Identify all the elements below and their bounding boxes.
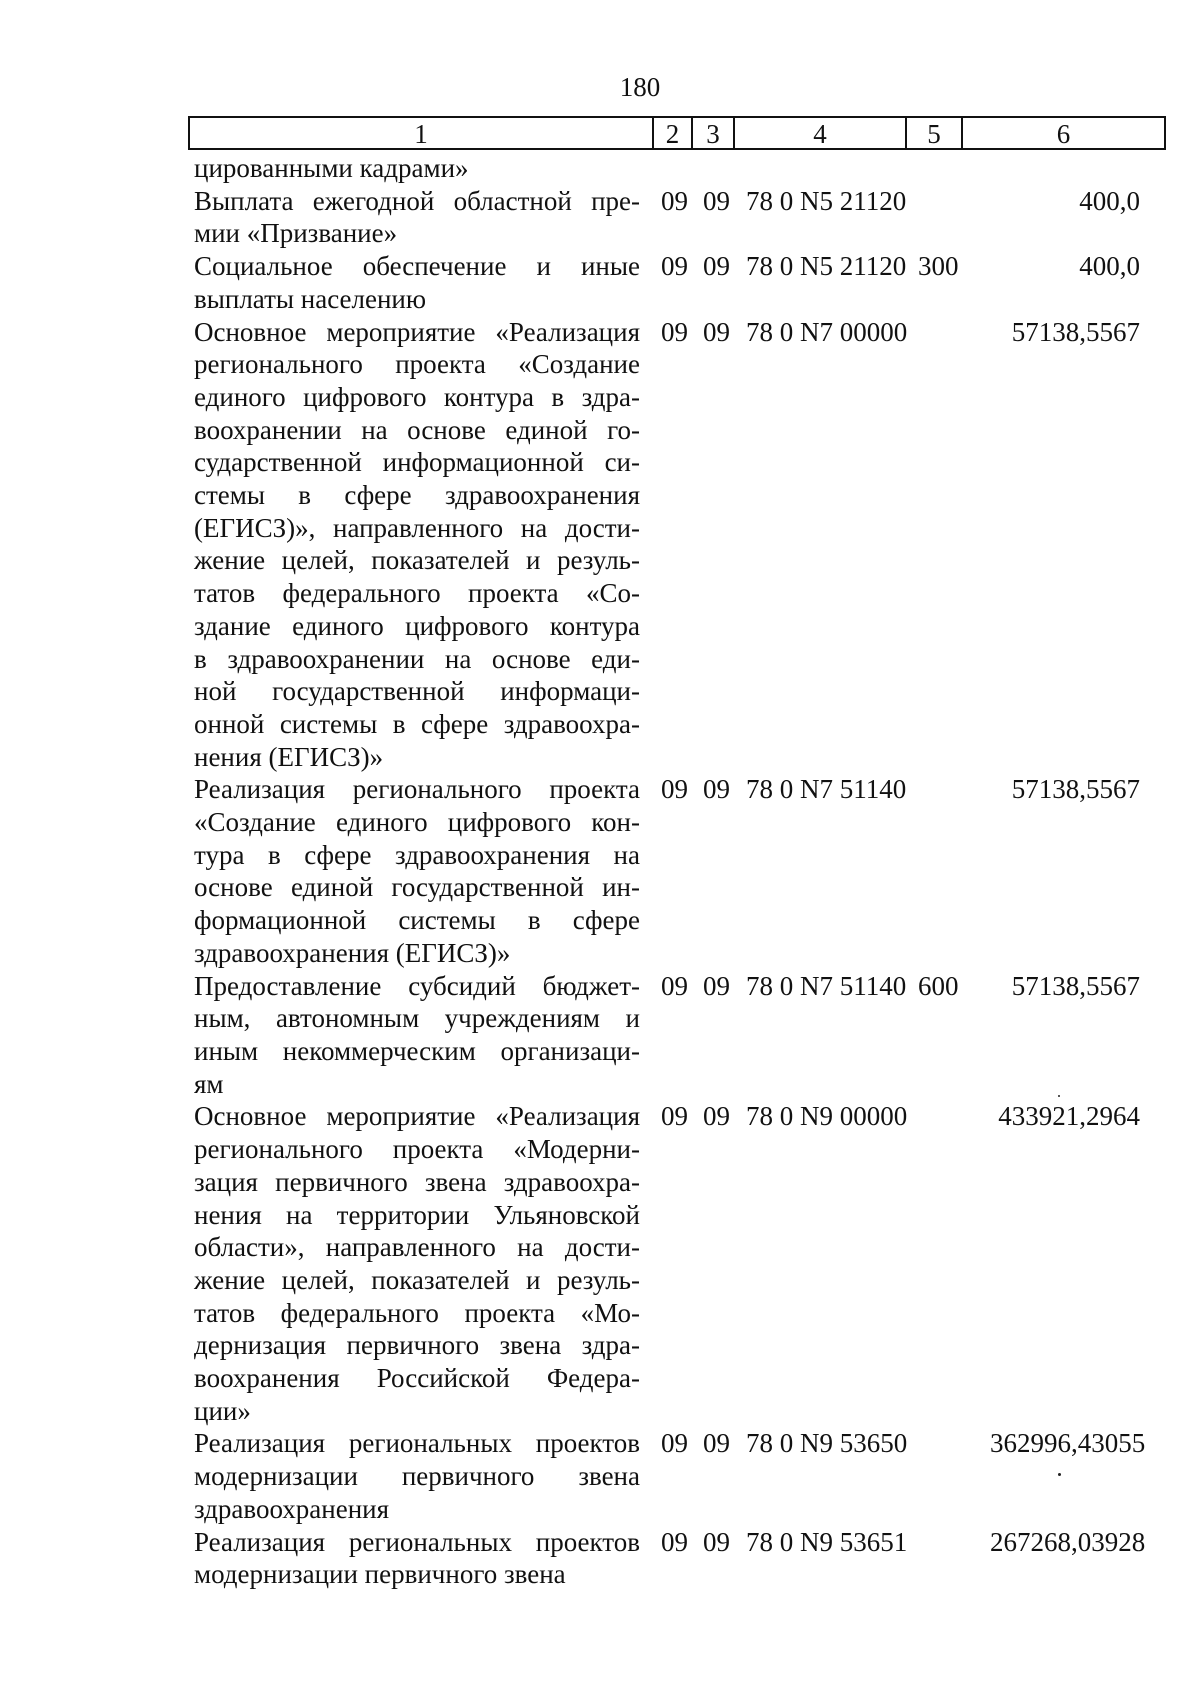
table-header bbox=[188, 116, 1166, 150]
row-subsection-code: 09 bbox=[703, 316, 730, 347]
description-line: регионального проекта «Создание bbox=[194, 349, 640, 380]
description-line: Реализация региональных проектов bbox=[194, 1428, 640, 1459]
row-description bbox=[194, 1526, 640, 1591]
row-subsection-code: 09 bbox=[703, 1428, 730, 1459]
row-subsection-code: 09 bbox=[703, 251, 730, 282]
description-line: иным некоммерческим организаци- bbox=[194, 1035, 640, 1066]
row-description bbox=[194, 970, 640, 1101]
table-row bbox=[0, 185, 1200, 250]
table-row bbox=[0, 250, 1200, 315]
row-target-code: 78 0 N9 00000 bbox=[746, 1101, 908, 1132]
row-description bbox=[194, 185, 640, 250]
description-line: онной системы в сфере здравоохра- bbox=[194, 708, 640, 739]
row-amount: 57138,5567 bbox=[1011, 316, 1140, 347]
description-line: жение целей, показателей и резуль- bbox=[194, 1264, 640, 1295]
table-body bbox=[0, 152, 1200, 1591]
row-description bbox=[194, 1427, 640, 1525]
row-amount: 400,0 bbox=[1079, 251, 1140, 282]
description-line: «Создание единого цифрового кон- bbox=[194, 807, 640, 838]
table-row bbox=[0, 1427, 1200, 1525]
description-line: цированными кадрами» bbox=[194, 153, 469, 183]
table-row bbox=[0, 970, 1200, 1101]
description-line: здравоохранения bbox=[194, 1493, 390, 1524]
description-line: Реализация региональных проектов bbox=[194, 1526, 640, 1557]
description-line: татов федерального проекта «Со- bbox=[194, 578, 640, 609]
description-line: в здравоохранении на основе еди- bbox=[194, 643, 640, 674]
row-amount: 57138,5567 bbox=[1011, 774, 1140, 805]
row-amount: 57138,5567 bbox=[1011, 970, 1140, 1001]
description-line: татов федерального проекта «Мо- bbox=[194, 1297, 640, 1328]
row-description bbox=[194, 250, 640, 315]
description-line: ной государственной информаци- bbox=[194, 676, 640, 707]
description-line: стемы в сфере здравоохранения bbox=[194, 480, 640, 511]
description-line: зация первичного звена здравоохра- bbox=[194, 1166, 640, 1197]
description-line: тура в сфере здравоохранения на bbox=[194, 839, 640, 870]
description-line: (ЕГИСЗ)», направленного на дости- bbox=[194, 512, 640, 543]
scan-speck bbox=[1058, 1473, 1061, 1476]
description-line: нения (ЕГИСЗ)» bbox=[194, 741, 384, 772]
row-section-code: 09 bbox=[661, 1526, 688, 1557]
row-subsection-code: 09 bbox=[703, 185, 730, 216]
description-line: области», направленного на дости- bbox=[194, 1232, 640, 1263]
description-line: формационной системы в сфере bbox=[194, 905, 640, 936]
description-line: ям bbox=[194, 1068, 224, 1099]
row-amount: 267268,03928 bbox=[990, 1526, 1146, 1557]
table-row bbox=[0, 1100, 1200, 1427]
description-line: Выплата ежегодной областной пре- bbox=[194, 185, 640, 216]
description-line: нения на территории Ульяновской bbox=[194, 1199, 640, 1230]
table-row bbox=[0, 316, 1200, 774]
description-line: Предоставление субсидий бюджет- bbox=[194, 970, 640, 1001]
row-target-code: 78 0 N7 51140 bbox=[746, 970, 907, 1001]
row-target-code: 78 0 N9 53650 bbox=[746, 1428, 908, 1459]
description-line: Социальное обеспечение и иные bbox=[194, 251, 640, 282]
row-subsection-code: 09 bbox=[703, 1101, 730, 1132]
description-line: сударственной информационной си- bbox=[194, 447, 640, 478]
description-line: модернизации первичного звена bbox=[194, 1461, 640, 1492]
row-section-code: 09 bbox=[661, 1428, 688, 1459]
description-line: основе единой государственной ин- bbox=[194, 872, 640, 903]
row-target-code: 78 0 N5 21120 bbox=[746, 251, 907, 282]
table-row bbox=[0, 152, 1200, 185]
description-line: регионального проекта «Модерни- bbox=[194, 1134, 640, 1165]
scan-speck bbox=[1058, 1095, 1060, 1097]
row-target-code: 78 0 N5 21120 bbox=[746, 185, 907, 216]
description-line: ции» bbox=[194, 1395, 251, 1426]
header-col-3: 3 bbox=[693, 118, 735, 148]
description-line: Реализация регионального проекта bbox=[194, 774, 640, 805]
row-expense-type: 300 bbox=[918, 251, 959, 282]
header-col-5: 5 bbox=[907, 118, 963, 148]
header-col-1: 1 bbox=[190, 118, 654, 148]
row-target-code: 78 0 N9 53651 bbox=[746, 1526, 908, 1557]
description-line: мии «Призвание» bbox=[194, 218, 398, 249]
row-amount: 362996,43055 bbox=[990, 1428, 1146, 1459]
row-description bbox=[194, 152, 640, 185]
row-section-code: 09 bbox=[661, 1101, 688, 1132]
description-line: жение целей, показателей и резуль- bbox=[194, 545, 640, 576]
description-line: здравоохранения (ЕГИСЗ)» bbox=[194, 937, 511, 968]
row-amount: 400,0 bbox=[1079, 185, 1140, 216]
row-description bbox=[194, 1100, 640, 1427]
description-line: модернизации первичного звена bbox=[194, 1559, 566, 1590]
description-line: здание единого цифрового контура bbox=[194, 610, 640, 641]
description-line: воохранения Российской Федера- bbox=[194, 1363, 640, 1394]
row-subsection-code: 09 bbox=[703, 1526, 730, 1557]
description-line: Основное мероприятие «Реализация bbox=[194, 1101, 640, 1132]
row-subsection-code: 09 bbox=[703, 774, 730, 805]
row-section-code: 09 bbox=[661, 970, 688, 1001]
table-row bbox=[0, 1526, 1200, 1591]
row-section-code: 09 bbox=[661, 774, 688, 805]
row-section-code: 09 bbox=[661, 316, 688, 347]
header-col-4: 4 bbox=[735, 118, 907, 148]
row-target-code: 78 0 N7 00000 bbox=[746, 316, 908, 347]
description-line: дернизация первичного звена здра- bbox=[194, 1330, 640, 1361]
row-description bbox=[194, 316, 640, 774]
description-line: ным, автономным учреждениям и bbox=[194, 1003, 640, 1034]
row-expense-type: 600 bbox=[918, 970, 959, 1001]
table-row bbox=[0, 773, 1200, 969]
description-line: Основное мероприятие «Реализация bbox=[194, 316, 640, 347]
description-line: единого цифрового контура в здра- bbox=[194, 381, 640, 412]
row-target-code: 78 0 N7 51140 bbox=[746, 774, 907, 805]
header-col-2: 2 bbox=[654, 118, 693, 148]
row-section-code: 09 bbox=[661, 251, 688, 282]
row-section-code: 09 bbox=[661, 185, 688, 216]
description-line: воохранении на основе единой го- bbox=[194, 414, 640, 445]
header-col-6: 6 bbox=[1056, 119, 1071, 149]
row-description bbox=[194, 773, 640, 969]
page-number: 180 bbox=[619, 72, 661, 102]
description-line: выплаты населению bbox=[194, 283, 427, 314]
row-amount: 433921,2964 bbox=[998, 1101, 1140, 1132]
row-subsection-code: 09 bbox=[703, 970, 730, 1001]
